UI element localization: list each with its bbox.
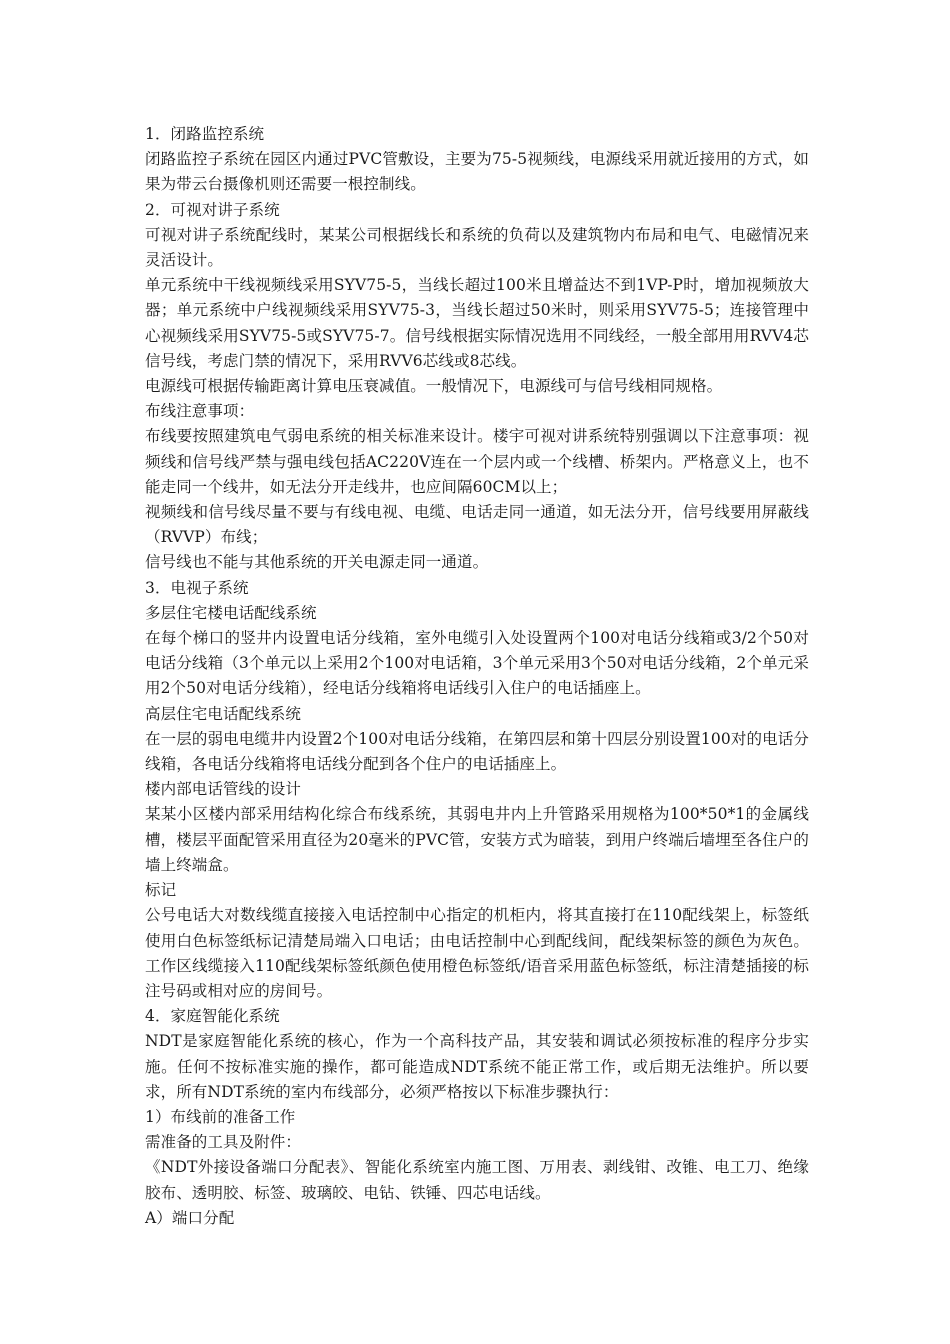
heading-video-intercom-system: 2．可视对讲子系统 bbox=[145, 200, 280, 219]
heading-indoor-phone-pipeline: 楼内部电话管线的设计 bbox=[145, 780, 302, 799]
paragraph-signal-shielding: 视频线和信号线尽量不要与有线电视、电缆、电话走同一通道，如无法分开，信号线要用屏蔽线（RVVP）布线； bbox=[145, 503, 809, 547]
paragraph-power-cable: 电源线可根据传输距离计算电压衰减值。一般情况下，电源线可与信号线相同规格。 bbox=[145, 377, 723, 396]
heading-tv-system: 3．电视子系统 bbox=[145, 578, 249, 597]
heading-wiring-notes: 布线注意事项： bbox=[145, 402, 255, 421]
heading-home-automation: 4．家庭智能化系统 bbox=[145, 1007, 280, 1026]
paragraph-indoor-phone-pipeline: 某某小区楼内部采用结构化综合布线系统，其弱电井内上升管路采用规格为100*50*1的金属线槽，楼层平面配管采用直径为20毫米的PVC管，安装方式为暗装，到用户终端后墙埋至各住户的墙上终端盒。 bbox=[145, 805, 809, 874]
heading-tools-needed: 需准备的工具及附件： bbox=[145, 1133, 302, 1152]
paragraph-wiring-standard: 布线要按照建筑电气弱电系统的相关标准来设计。楼宇可视对讲系统特别强调以下注意事项：视频线和信号线严禁与强电线包括AC220V连在一个层内或一个线槽、桥架内。严格意义上，也不能走同一个线井，如无法分开走线井，也应间隔60CM以上； bbox=[145, 427, 809, 496]
heading-port-allocation: A）端口分配 bbox=[145, 1208, 235, 1227]
heading-pre-wiring-prep: 1）布线前的准备工作 bbox=[145, 1107, 296, 1126]
heading-high-rise-phone: 高层住宅电话配线系统 bbox=[145, 704, 302, 723]
paragraph-labeling: 公号电话大对数线缆直接接入电话控制中心指定的机柜内，将其直接打在110配线架上，标签纸使用白色标签纸标记清楚局端入口电话；由电话控制中心到配线间，配线架标签的颜色为灰色。工作区线缆接入110配线架标签纸颜色使用橙色标签纸/语音采用蓝色标签纸，标注清楚插接的标注号码或相对应的房间号。 bbox=[145, 906, 809, 1000]
heading-cctv-system: 1．闭路监控系统 bbox=[145, 125, 265, 143]
heading-labeling: 标记 bbox=[145, 881, 177, 900]
paragraph-unit-video-cable: 单元系统中干线视频线采用SYV75-5，当线长超过100米且增益达不到1VP-P时，增加视频放大器；单元系统中户线视频线采用SYV75-3，当线长超过50米时，则采用SYV75-5；连接管理中心视频线采用SYV75-5或SYV75-7。信号线根据实际情况选用不同线经，一般全部用用RVV4芯信号线，考虑门禁的情况下，采用RVV6芯线或8芯线。 bbox=[145, 276, 809, 370]
paragraph-ndt-core: NDT是家庭智能化系统的核心，作为一个高科技产品，其安装和调试必须按标准的程序分步实施。任何不按标准实施的操作，都可能造成NDT系统不能正常工作，或后期无法维护。所以要求，所有NDT系统的室内布线部分，必须严格按以下标准步骤执行： bbox=[145, 1032, 809, 1101]
paragraph-intercom-design: 可视对讲子系统配线时，某某公司根据线长和系统的负荷以及建筑物内布局和电气、电磁情况来灵活设计。 bbox=[145, 225, 809, 270]
heading-multi-storey-phone: 多层住宅楼电话配线系统 bbox=[145, 603, 317, 622]
paragraph-tools-list: 《NDT外接设备端口分配表》、智能化系统室内施工图、万用表、剥线钳、改锥、电工刀、绝缘胶布、透明胶、标签、玻璃皎、电钻、铁锤、四芯电话线。 bbox=[145, 1158, 809, 1202]
document-body bbox=[145, 122, 809, 1231]
paragraph-switch-power: 信号线也不能与其他系统的开关电源走同一通道。 bbox=[145, 553, 489, 572]
paragraph-high-rise-phone: 在一层的弱电电缆井内设置2个100对电话分线箱，在第四层和第十四层分别设置100对的电话分线箱，各电话分线箱将电话线分配到各个住户的电话插座上。 bbox=[145, 729, 809, 774]
paragraph-multi-storey-phone: 在每个梯口的竖井内设置电话分线箱，室外电缆引入处设置两个100对电话分线箱或3/2个50对电话分线箱（3个单元以上采用2个100对电话箱，3个单元采用3个50对电话分线箱，2个单元采用2个50对电话分线箱），经电话分线箱将电话线引入住户的电话插座上。 bbox=[145, 629, 809, 698]
paragraph-cctv-wiring: 闭路监控子系统在园区内通过PVC管敷设，主要为75-5视频线，电源线采用就近接用的方式，如果为带云台摄像机则还需要一根控制线。 bbox=[145, 150, 809, 194]
